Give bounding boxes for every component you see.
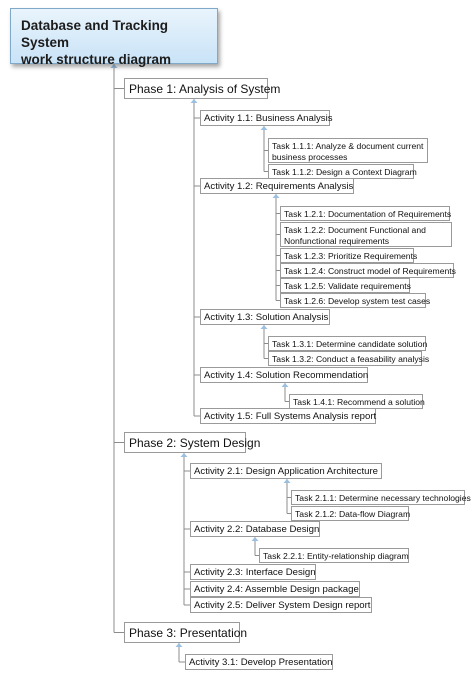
activity-1-2-connector-collapse-marker[interactable] bbox=[273, 194, 280, 198]
root-title-line1: Database and Tracking System bbox=[21, 18, 169, 50]
phase-1-node[interactable]: Phase 1: Analysis of System bbox=[124, 78, 268, 99]
activity-1-2-node[interactable]: Activity 1.2: Requirements Analysis bbox=[200, 178, 354, 194]
task-1-1-1-node[interactable]: Task 1.1.1: Analyze & document current business processes bbox=[268, 138, 428, 163]
task-1-2-6-node[interactable]: Task 1.2.6: Develop system test cases bbox=[280, 293, 426, 308]
task-1-2-5-node[interactable]: Task 1.2.5: Validate requirements bbox=[280, 278, 410, 293]
task-1-2-3-node[interactable]: Task 1.2.3: Prioritize Requirements bbox=[280, 248, 414, 263]
activity-2-2-node[interactable]: Activity 2.2: Database Design bbox=[190, 521, 320, 537]
task-1-2-4-node[interactable]: Task 1.2.4: Construct model of Requirements bbox=[280, 263, 454, 278]
activity-2-1-connector-collapse-marker[interactable] bbox=[284, 479, 291, 483]
activity-2-5-node[interactable]: Activity 2.5: Deliver System Design report bbox=[190, 597, 372, 613]
activity-1-4-node[interactable]: Activity 1.4: Solution Recommendation bbox=[200, 367, 368, 383]
activity-1-3-node[interactable]: Activity 1.3: Solution Analysis bbox=[200, 309, 330, 325]
activity-2-4-node[interactable]: Activity 2.4: Assemble Design package bbox=[190, 581, 360, 597]
task-2-2-1-node[interactable]: Task 2.2.1: Entity-relationship diagram bbox=[259, 548, 409, 563]
task-2-1-2-node[interactable]: Task 2.1.2: Data-flow Diagram bbox=[291, 506, 409, 521]
activity-1-5-node[interactable]: Activity 1.5: Full Systems Analysis report bbox=[200, 408, 376, 424]
activity-1-4-connector-collapse-marker[interactable] bbox=[282, 383, 289, 387]
task-1-3-1-node[interactable]: Task 1.3.1: Determine candidate solution bbox=[268, 336, 426, 351]
task-1-2-2-node[interactable]: Task 1.2.2: Document Functional and Nonfunctional requirements bbox=[280, 222, 452, 247]
activity-1-1-connector-collapse-marker[interactable] bbox=[261, 126, 268, 130]
activity-2-1-node[interactable]: Activity 2.1: Design Application Architecture bbox=[190, 463, 382, 479]
task-1-3-2-node[interactable]: Task 1.3.2: Conduct a feasability analysis bbox=[268, 351, 422, 366]
task-1-4-1-node[interactable]: Task 1.4.1: Recommend a solution bbox=[289, 394, 423, 409]
activity-1-1-node[interactable]: Activity 1.1: Business Analysis bbox=[200, 110, 330, 126]
phase-2-node[interactable]: Phase 2: System Design bbox=[124, 432, 246, 453]
activity-2-3-node[interactable]: Activity 2.3: Interface Design bbox=[190, 564, 316, 580]
task-2-1-1-node[interactable]: Task 2.1.1: Determine necessary technologies bbox=[291, 490, 465, 505]
phase-3-connector-collapse-marker[interactable] bbox=[176, 643, 183, 647]
root-title-line2: work structure diagram bbox=[21, 52, 172, 67]
activity-3-1-node[interactable]: Activity 3.1: Develop Presentation bbox=[185, 654, 333, 670]
task-1-1-2-node[interactable]: Task 1.1.2: Design a Context Diagram bbox=[268, 164, 414, 179]
activity-2-2-connector-collapse-marker[interactable] bbox=[252, 537, 259, 541]
phase-3-node[interactable]: Phase 3: Presentation bbox=[124, 622, 240, 643]
phase-1-connector-collapse-marker[interactable] bbox=[191, 99, 198, 103]
root-topic[interactable] bbox=[10, 8, 218, 67]
activity-1-3-connector-collapse-marker[interactable] bbox=[261, 325, 268, 329]
task-1-2-1-node[interactable]: Task 1.2.1: Documentation of Requirements bbox=[280, 206, 450, 221]
phase-2-connector-collapse-marker[interactable] bbox=[181, 453, 188, 457]
